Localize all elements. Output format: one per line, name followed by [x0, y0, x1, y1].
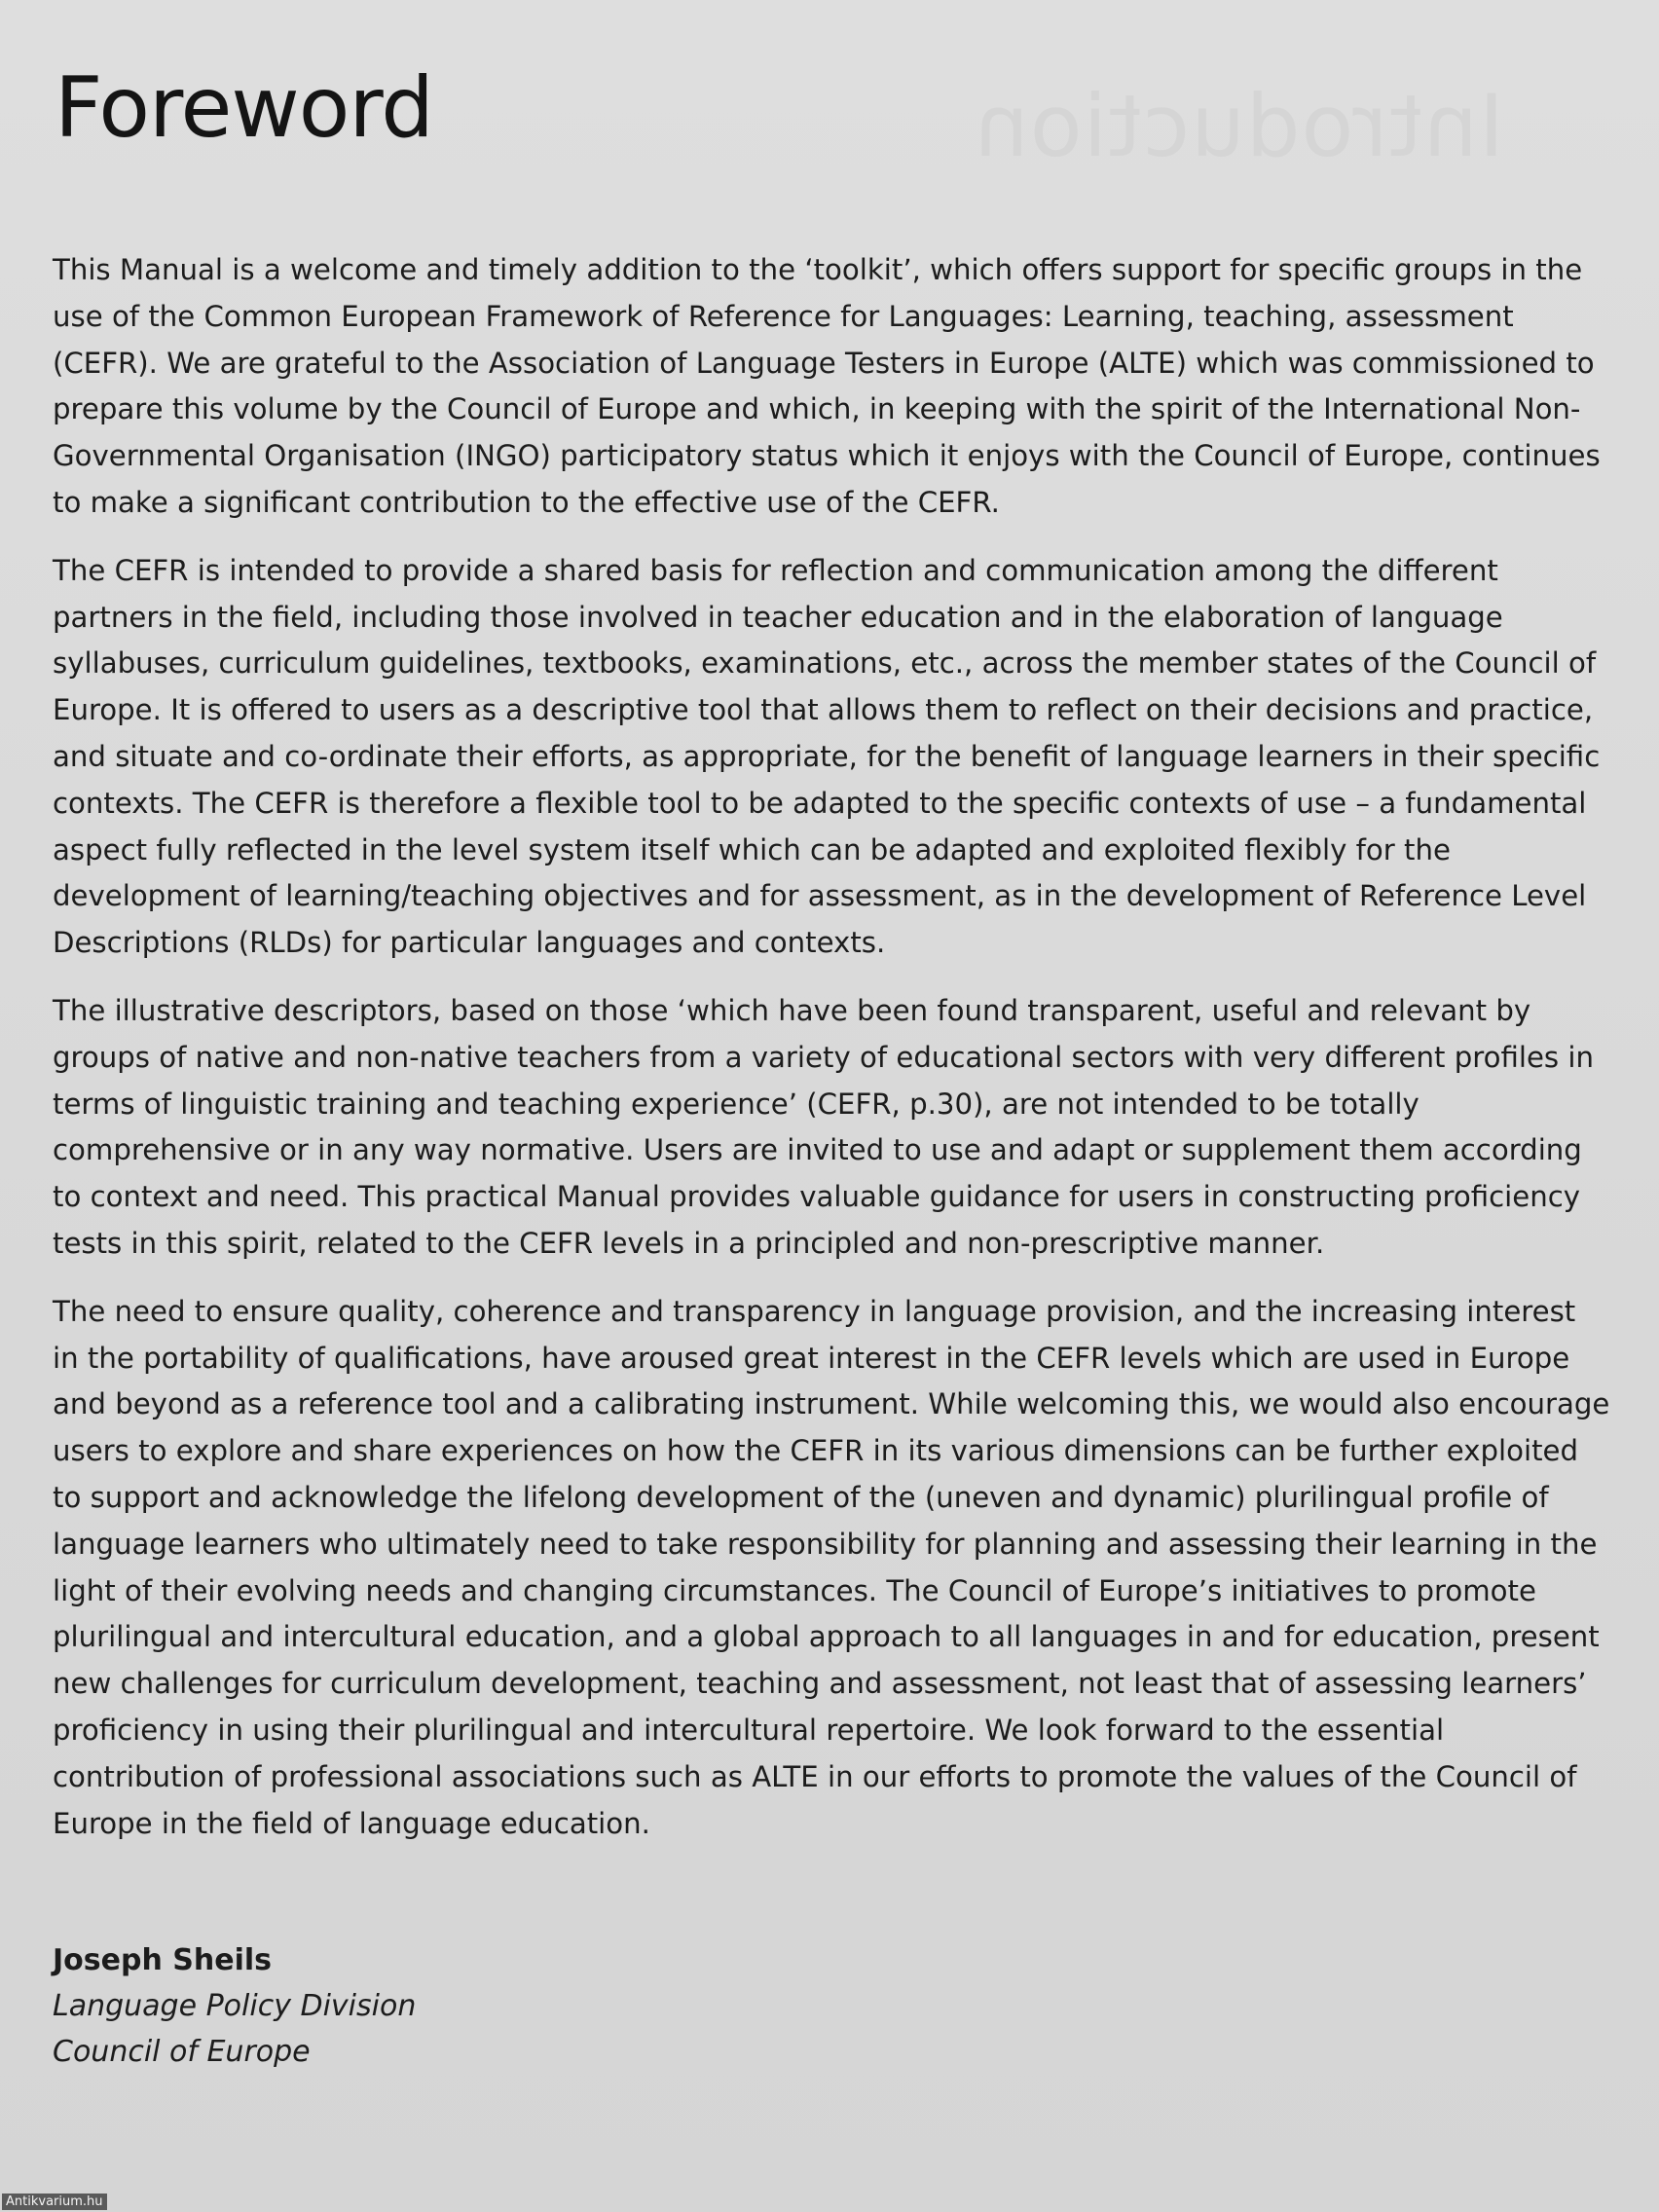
paragraph-3: The illustrative descriptors, based on those ‘which have been found transparent, useful and relevant by groups of native and non-native teachers from a variety of educational sectors with very different profiles in terms of linguistic training and teaching experience’ (CEFR, p.30), are not intended to be totally comprehensive or in any way normative. Users are invited to use and adapt or supplement them according to context and need. This practical Manual provides valuable guidance for users in constructing proficiency tests in this spirit, related to the CEFR levels in a principled and non-prescriptive manner. [53, 993, 1595, 1260]
signatory-division: Language Policy Division [53, 1989, 417, 2023]
signatory-organisation: Council of Europe [53, 2035, 311, 2069]
paragraph-1: This Manual is a welcome and timely addition to the ‘toolkit’, which offers support for specific groups in the use of the Common European Framework of Reference for Languages: Learning, teaching, assessment (CEFR). We are grateful to the Association of Language Testers in Europe (ALTE) which was commissioned to prepare this volume by the Council of Europe and which, in keeping with the spirit of the International Non-Governmental Organisation (INGO) participatory status which it enjoys with the Council of Europe, continues to make a significant contribution to the effective use of the CEFR. [53, 253, 1601, 519]
show-through-heading: Introduction [974, 76, 1504, 176]
watermark: Antikvarium.hu [2, 2194, 107, 2210]
paragraph-2: The CEFR is intended to provide a shared basis for reflection and communication among the different partners in the field, including those involved in teacher education and in the elaboration of language syllabuses, curriculum guidelines, textbooks, examinations, etc., across the member states of the Council of Europe. It is offered to users as a descriptive tool that allows them to reflect on their decisions and practice, and situate and co-ordinate their efforts, as appropriate, for the benefit of language learners in their specific contexts. The CEFR is therefore a flexible tool to be adapted to the specific contexts of use – a fundamental aspect fully reflected in the level system itself which can be adapted and exploited flexibly for the development of learning/teaching objectives and for assessment, as in the development of Reference Level Descriptions (RLDs) for particular languages and contexts. [53, 553, 1601, 960]
signatory-name: Joseph Sheils [53, 1943, 272, 1977]
foreword-body [53, 247, 1610, 1868]
signature-block [53, 1937, 416, 2075]
paragraph-4: The need to ensure quality, coherence and transparency in language provision, and the increasing interest in the portability of qualifications, have aroused great interest in the CEFR levels which are used in Europe and beyond as a reference tool and a calibrating instrument. While welcoming this, we would also encourage users to explore and share experiences on how the CEFR in its various dimensions can be further exploited to support and acknowledge the lifelong development of the (uneven and dynamic) plurilingual profile of language learners who ultimately need to take responsibility for planning and assessing their learning in the light of their evolving needs and changing circumstances. The Council of Europe’s initiatives to promote plurilingual and intercultural education, and a global approach to all languages in and for education, present new challenges for curriculum development, teaching and assessment, not least that of assessing learners’ proficiency in using their plurilingual and intercultural repertoire. We look forward to the essential contribution of professional associations such as ALTE in our efforts to promote the values of the Council of Europe in the field of language education. [53, 1294, 1610, 1840]
page-title: Foreword [55, 59, 433, 157]
